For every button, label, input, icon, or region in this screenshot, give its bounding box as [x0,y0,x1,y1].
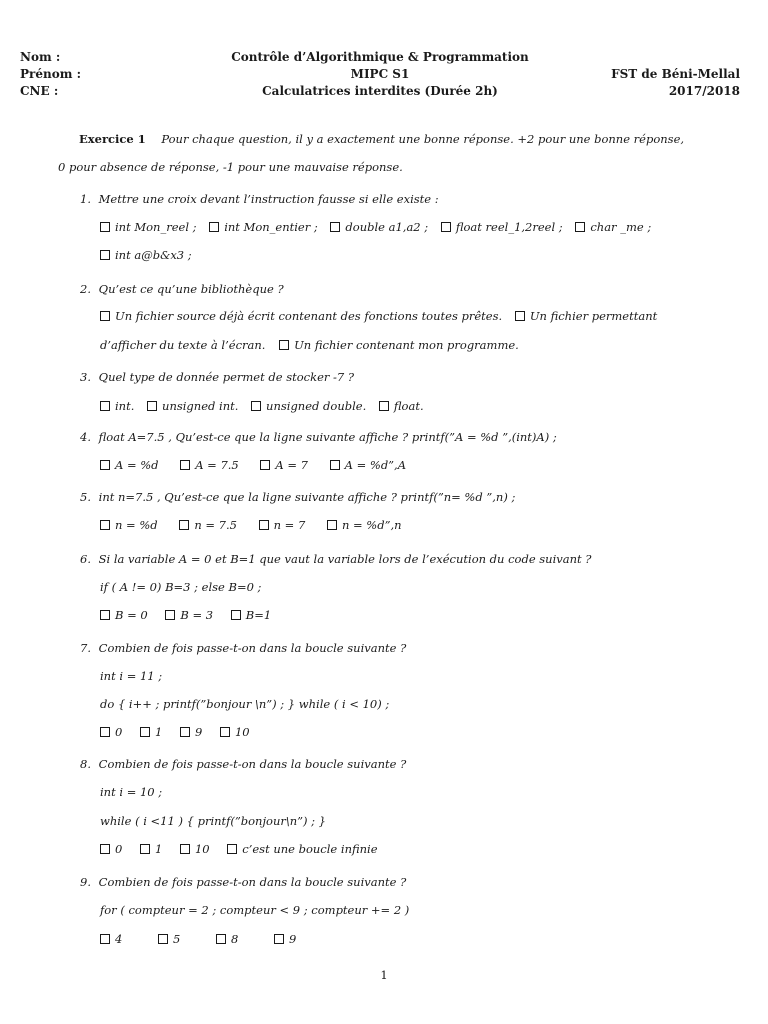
question-text: Combien de fois passe-t-on dans la boucle suivante ? [98,757,407,771]
checkbox-icon[interactable] [260,460,270,470]
option[interactable]: int Mon_entier ; [209,220,318,234]
option[interactable]: 9 [180,725,202,739]
option[interactable]: 1 [140,725,162,739]
checkbox-icon[interactable] [165,610,175,620]
exercise-instructions: Pour chaque question, il y a exactement une bonne réponse. +2 pour une bonne réponse, [161,132,685,146]
option[interactable]: Un fichier permettant [515,309,657,323]
option[interactable]: 10 [220,725,250,739]
exercise-intro [79,132,684,146]
year-label: 2017/2018 [668,84,740,98]
checkbox-icon[interactable] [100,934,110,944]
question-2 [80,282,284,296]
question-6 [80,552,591,566]
option[interactable]: 4 [100,932,122,946]
checkbox-icon[interactable] [220,727,230,737]
checkbox-icon[interactable] [515,311,525,321]
checkbox-icon[interactable] [575,222,585,232]
checkbox-icon[interactable] [100,520,110,530]
question-text: Combien de fois passe-t-on dans la boucle suivante ? [98,875,407,889]
question-3-options [100,399,433,413]
question-9-options [100,932,305,946]
question-text: Qu’est ce qu’une bibliothèque ? [98,282,284,296]
checkbox-icon[interactable] [100,222,110,232]
option[interactable]: B = 0 [100,608,148,622]
question-7 [80,641,406,655]
cne-label: CNE : [20,84,59,98]
question-number: 6. [80,552,91,566]
question-8 [80,757,406,771]
option[interactable]: double a1,a2 ; [330,220,428,234]
option[interactable]: 8 [216,932,238,946]
question-text: float A=7.5 , Qu’est-ce que la ligne suivante affiche ? printf(”A = %d ”,(int)A) ; [98,430,557,444]
question-number: 2. [80,282,91,296]
question-text: int n=7.5 , Qu’est-ce que la ligne suivante affiche ? printf(”n= %d ”,n) ; [98,490,516,504]
option[interactable]: int. [100,399,134,413]
checkbox-icon[interactable] [100,401,110,411]
question-number: 4. [80,430,91,444]
option[interactable]: n = 7 [259,518,306,532]
question-7-options [100,725,259,739]
option[interactable]: A = 7 [260,458,308,472]
question-text: Mettre une croix devant l’instruction fausse si elle existe : [98,192,439,206]
checkbox-icon[interactable] [279,340,289,350]
question-2-line-1 [100,309,666,323]
checkbox-icon[interactable] [180,844,190,854]
name-label: Nom : [20,50,61,64]
checkbox-icon[interactable] [158,934,168,944]
option[interactable]: Un fichier contenant mon programme. [279,338,519,352]
option[interactable]: unsigned double. [251,399,366,413]
option[interactable]: 0 [100,725,122,739]
option[interactable]: B=1 [231,608,271,622]
checkbox-icon[interactable] [100,727,110,737]
rules-label: Calculatrices interdites (Durée 2h) [262,84,498,98]
question-6-options [100,608,280,622]
option[interactable]: 9 [274,932,296,946]
option[interactable]: A = 7.5 [180,458,239,472]
option[interactable]: int a@b&x3 ; [100,248,192,262]
option[interactable]: unsigned int. [147,399,238,413]
question-7-code-1: int i = 11 ; [100,669,163,683]
checkbox-icon[interactable] [140,844,150,854]
option[interactable]: char _me ; [575,220,651,234]
checkbox-icon[interactable] [100,311,110,321]
checkbox-icon[interactable] [100,610,110,620]
question-9-code-1: for ( compteur = 2 ; compteur < 9 ; compteur += 2 ) [100,903,410,917]
question-4-options [100,458,415,472]
question-5-options [100,518,411,532]
question-1 [80,192,439,206]
question-5 [80,490,515,504]
question-1-options [100,220,660,234]
checkbox-icon[interactable] [231,610,241,620]
question-number: 3. [80,370,91,384]
checkbox-icon[interactable] [259,520,269,530]
question-number: 8. [80,757,91,771]
checkbox-icon[interactable] [100,844,110,854]
firstname-label: Prénom : [20,67,82,81]
question-number: 1. [80,192,91,206]
option[interactable]: float reel_1,2reel ; [441,220,563,234]
checkbox-icon[interactable] [379,401,389,411]
option[interactable]: c’est une boucle infinie [227,842,377,856]
question-number: 7. [80,641,91,655]
question-7-code-2: do { i++ ; printf(”bonjour \n”) ; } while ( i < 10) ; [100,697,390,711]
checkbox-icon[interactable] [274,934,284,944]
question-3 [80,370,354,384]
option[interactable]: Un fichier source déjà écrit contenant des fonctions toutes prêtes. [100,309,502,323]
class-label: MIPC S1 [350,67,410,81]
question-8-code-1: int i = 10 ; [100,785,163,799]
option[interactable]: A = %d”,A [330,458,406,472]
question-1-options-2 [100,248,201,262]
question-number: 9. [80,875,91,889]
checkbox-icon[interactable] [209,222,219,232]
option[interactable]: 10 [180,842,210,856]
question-text: Quel type de donnée permet de stocker -7 ? [98,370,355,384]
checkbox-icon[interactable] [327,520,337,530]
option[interactable]: B = 3 [165,608,213,622]
checkbox-icon[interactable] [330,222,340,232]
checkbox-icon[interactable] [140,727,150,737]
checkbox-icon[interactable] [227,844,237,854]
exam-title: Contrôle d’Algorithmique & Programmation [231,50,529,64]
checkbox-icon[interactable] [100,250,110,260]
question-8-code-2: while ( i <11 ) { printf(”bonjour\n”) ; } [100,814,327,828]
checkbox-icon[interactable] [100,460,110,470]
question-number: 5. [80,490,91,504]
question-text: Combien de fois passe-t-on dans la boucle suivante ? [98,641,407,655]
question-8-options [100,842,387,856]
exercise-label: Exercice 1 [79,132,146,146]
option[interactable]: float. [379,399,424,413]
question-9 [80,875,406,889]
option[interactable]: n = %d”,n [327,518,402,532]
checkbox-icon[interactable] [251,401,261,411]
option[interactable]: n = %d [100,518,158,532]
option[interactable]: int Mon_reel ; [100,220,197,234]
option[interactable]: 0 [100,842,122,856]
question-text: Si la variable A = 0 et B=1 que vaut la variable lors de l’exécution du code suivant ? [98,552,592,566]
checkbox-icon[interactable] [179,520,189,530]
exercise-instructions-2: 0 pour absence de réponse, -1 pour une mauvaise réponse. [58,160,403,174]
option[interactable]: 5 [158,932,180,946]
option-continuation: d’afficher du texte à l’écran. [100,338,266,352]
checkbox-icon[interactable] [441,222,451,232]
option[interactable]: n = 7.5 [179,518,237,532]
checkbox-icon[interactable] [330,460,340,470]
page-number: 1 [380,968,388,982]
checkbox-icon[interactable] [147,401,157,411]
option[interactable]: A = %d [100,458,159,472]
checkbox-icon[interactable] [216,934,226,944]
option[interactable]: 1 [140,842,162,856]
checkbox-icon[interactable] [180,727,190,737]
checkbox-icon[interactable] [180,460,190,470]
question-4 [80,430,557,444]
question-6-code: if ( A != 0) B=3 ; else B=0 ; [100,580,262,594]
question-2-line-2 [100,338,528,352]
school-label: FST de Béni-Mellal [611,67,740,81]
